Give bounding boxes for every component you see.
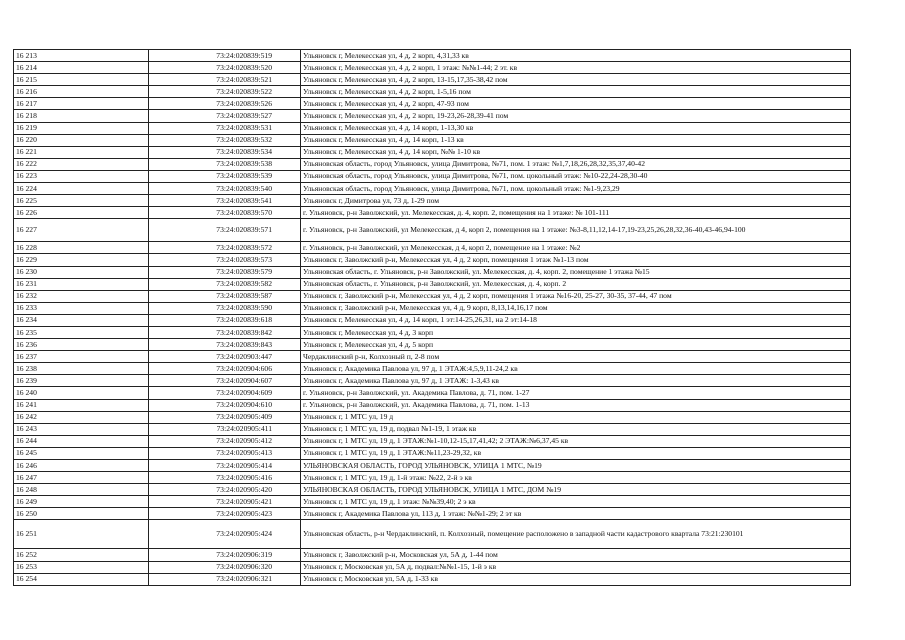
cadastral-number: 73:24:020839:538: [149, 158, 301, 170]
row-number: 16 217: [14, 98, 149, 110]
row-number: 16 220: [14, 134, 149, 146]
cadastral-number: 73:24:020839:571: [149, 219, 301, 242]
cadastral-number: 73:24:020906:320: [149, 561, 301, 573]
address: Ульяновск г, Московская ул, 5А д, 1-33 кв: [301, 573, 851, 585]
table-row: [14, 74, 851, 86]
address: Ульяновск г, Мелекесская ул, 4 д, 2 корп, 47-93 пом: [301, 98, 851, 110]
row-number: 16 226: [14, 207, 149, 219]
table-row: [14, 278, 851, 290]
table-row: [14, 290, 851, 302]
registry-rows: [14, 50, 851, 586]
address: Ульяновск г, Мелекесская ул, 4 д, 14 корп, 1 эт:14-25,26,31, на 2 эт:14-18: [301, 314, 851, 326]
address: Ульяновская область, город Ульяновск, улица Димитрова, №71, пом. цокольный этаж: №1-9,23,29: [301, 183, 851, 195]
address: Ульяновская область, г. Ульяновск, р-н Заволжский, ул. Мелекесская, д. 4, корп. 2, помещение 1 этажа №15: [301, 266, 851, 278]
address: г. Ульяновск, р-н Заволжский, ул. Мелекесская, д. 4, корп. 2, помещения на 1 этаже: № 101-111: [301, 207, 851, 219]
row-number: 16 240: [14, 387, 149, 399]
table-row: [14, 520, 851, 549]
cadastral-number: 73:24:020839:541: [149, 195, 301, 207]
table-row: [14, 423, 851, 435]
row-number: 16 215: [14, 74, 149, 86]
address: Ульяновск г, 1 МТС ул, 19 д, 1 ЭТАЖ:№11,23-29,32, кв: [301, 447, 851, 459]
table-row: [14, 195, 851, 207]
address: Ульяновск г, Заволжский р-н, Московская ул, 5А д, 1-44 пом: [301, 549, 851, 561]
row-number: 16 253: [14, 561, 149, 573]
row-number: 16 230: [14, 266, 149, 278]
cadastral-number: 73:24:020905:424: [149, 520, 301, 549]
table-row: [14, 326, 851, 338]
address: Ульяновск г, 1 МТС ул, 19 д: [301, 411, 851, 423]
row-number: 16 237: [14, 351, 149, 363]
row-number: 16 233: [14, 302, 149, 314]
table-row: [14, 472, 851, 484]
row-number: 16 247: [14, 472, 149, 484]
cadastral-number: 73:24:020839:843: [149, 339, 301, 351]
address: Ульяновск г, Димитрова ул, 73 д, 1-29 пом: [301, 195, 851, 207]
table-row: [14, 134, 851, 146]
row-number: 16 227: [14, 219, 149, 242]
cadastral-number: 73:24:020905:412: [149, 435, 301, 447]
address: Ульяновская область, г. Ульяновск, р-н Заволжский, ул. Мелекесская, д. 4, корп. 2: [301, 278, 851, 290]
table-row: [14, 399, 851, 411]
row-number: 16 239: [14, 375, 149, 387]
cadastral-number: 73:24:020906:321: [149, 573, 301, 585]
cadastral-number: 73:24:020839:570: [149, 207, 301, 219]
row-number: 16 218: [14, 110, 149, 122]
table-row: [14, 387, 851, 399]
cadastral-number: 73:24:020906:319: [149, 549, 301, 561]
address: Ульяновск г, Мелекесская ул, 4 д, 2 корп, 19-23,26-28,39-41 пом: [301, 110, 851, 122]
address: Ульяновск г, Мелекесская ул, 4 д, 14 корп, 1-13,30 кв: [301, 122, 851, 134]
row-number: 16 224: [14, 183, 149, 195]
address: Чердаклинский р-н, Колхозный п, 2-8 пом: [301, 351, 851, 363]
registry-table: [13, 49, 851, 586]
address: Ульяновская область, город Ульяновск, улица Димитрова, №71, пом. цокольный этаж: №10-22,24-28,30-40: [301, 170, 851, 182]
cadastral-number: 73:24:020905:421: [149, 496, 301, 508]
row-number: 16 228: [14, 242, 149, 254]
table-row: [14, 98, 851, 110]
address: Ульяновск г, Мелекесская ул, 4 д, 2 корп, 13-15,17,35-38,42 пом: [301, 74, 851, 86]
address: Ульяновск г, Московская ул, 5А д, подвал:№№1-15, 1-й э кв: [301, 561, 851, 573]
address: Ульяновская область, р-н Чердаклинский, п. Колхозный, помещение расположено в западной части кадастрового квартала 73:21:230101: [301, 520, 851, 549]
cadastral-number: 73:24:020839:522: [149, 86, 301, 98]
row-number: 16 222: [14, 158, 149, 170]
address: Ульяновск г, Заволжский р-н, Мелекесская ул, 4 д, 9 корп, 8,13,14,16,17 пом: [301, 302, 851, 314]
cadastral-number: 73:24:020903:447: [149, 351, 301, 363]
address: Ульяновск г, Мелекесская ул, 4 д, 14 корп, 1-13 кв: [301, 134, 851, 146]
table-row: [14, 242, 851, 254]
cadastral-number: 73:24:020839:526: [149, 98, 301, 110]
cadastral-number: 73:24:020839:531: [149, 122, 301, 134]
cadastral-number: 73:24:020839:539: [149, 170, 301, 182]
table-row: [14, 266, 851, 278]
cadastral-number: 73:24:020839:587: [149, 290, 301, 302]
table-row: [14, 549, 851, 561]
row-number: 16 219: [14, 122, 149, 134]
row-number: 16 225: [14, 195, 149, 207]
table-row: [14, 447, 851, 459]
row-number: 16 251: [14, 520, 149, 549]
address: г. Ульяновск, р-н Заволжский, ул. Академика Павлова, д. 71, пом. 1-13: [301, 399, 851, 411]
table-row: [14, 411, 851, 423]
table-row: [14, 302, 851, 314]
row-number: 16 243: [14, 423, 149, 435]
cadastral-number: 73:24:020839:540: [149, 183, 301, 195]
address: г. Ульяновск, р-н Заволжский, ул. Академика Павлова, д. 71, пом. 1-27: [301, 387, 851, 399]
address: Ульяновск г, Мелекесская ул, 4 д, 5 корп: [301, 339, 851, 351]
table-row: [14, 375, 851, 387]
table-row: [14, 561, 851, 573]
table-row: [14, 484, 851, 496]
row-number: 16 216: [14, 86, 149, 98]
table-row: [14, 158, 851, 170]
row-number: 16 236: [14, 339, 149, 351]
address: Ульяновск г, Академика Павлова ул, 97 д, 1 ЭТАЖ:4,5,9,11-24,2 кв: [301, 363, 851, 375]
table-row: [14, 363, 851, 375]
address: УЛЬЯНОВСКАЯ ОБЛАСТЬ, ГОРОД УЛЬЯНОВСК, УЛИЦА 1 МТС, ДОМ №19: [301, 484, 851, 496]
table-row: [14, 183, 851, 195]
table-row: [14, 314, 851, 326]
cadastral-number: 73:24:020905:423: [149, 508, 301, 520]
cadastral-number: 73:24:020904:606: [149, 363, 301, 375]
row-number: 16 221: [14, 146, 149, 158]
row-number: 16 241: [14, 399, 149, 411]
cadastral-number: 73:24:020905:409: [149, 411, 301, 423]
address: Ульяновск г, 1 МТС ул, 19 д, подвал №1-19, 1 этаж кв: [301, 423, 851, 435]
address: Ульяновск г, Академика Павлова ул, 97 д, 1 ЭТАЖ: 1-3,43 кв: [301, 375, 851, 387]
row-number: 16 213: [14, 50, 149, 62]
row-number: 16 254: [14, 573, 149, 585]
row-number: 16 223: [14, 170, 149, 182]
table-row: [14, 207, 851, 219]
cadastral-number: 73:24:020839:842: [149, 326, 301, 338]
address: Ульяновск г, 1 МТС ул, 19 д, 1-й этаж: №22, 2-й э кв: [301, 472, 851, 484]
cadastral-number: 73:24:020905:416: [149, 472, 301, 484]
table-row: [14, 351, 851, 363]
row-number: 16 248: [14, 484, 149, 496]
cadastral-number: 73:24:020839:534: [149, 146, 301, 158]
address: г. Ульяновск, р-н Заволжский, ул Мелекесская, д 4, корп 2, помещения на 1 этаже: №3-8,11,12,14-17,19-23,25,26,28,32,36-40,43-46,94-100: [301, 219, 851, 242]
cadastral-number: 73:24:020839:519: [149, 50, 301, 62]
address: Ульяновск г, Академика Павлова ул, 113 д, 1 этаж: №№1-29; 2 эт кв: [301, 508, 851, 520]
cadastral-number: 73:24:020839:582: [149, 278, 301, 290]
row-number: 16 249: [14, 496, 149, 508]
table-row: [14, 460, 851, 472]
row-number: 16 238: [14, 363, 149, 375]
row-number: 16 214: [14, 62, 149, 74]
row-number: 16 229: [14, 254, 149, 266]
cadastral-number: 73:24:020904:607: [149, 375, 301, 387]
cadastral-number: 73:24:020905:413: [149, 447, 301, 459]
row-number: 16 235: [14, 326, 149, 338]
address: Ульяновск г, 1 МТС ул, 19 д, 1 этаж: №№39,40; 2 э кв: [301, 496, 851, 508]
row-number: 16 246: [14, 460, 149, 472]
address: Ульяновск г, Мелекесская ул, 4 д, 3 корп: [301, 326, 851, 338]
row-number: 16 250: [14, 508, 149, 520]
table-row: [14, 254, 851, 266]
cadastral-number: 73:24:020839:520: [149, 62, 301, 74]
table-row: [14, 573, 851, 585]
cadastral-number: 73:24:020904:609: [149, 387, 301, 399]
table-row: [14, 339, 851, 351]
table-row: [14, 62, 851, 74]
row-number: 16 231: [14, 278, 149, 290]
table-row: [14, 146, 851, 158]
cadastral-number: 73:24:020839:532: [149, 134, 301, 146]
table-row: [14, 170, 851, 182]
cadastral-number: 73:24:020905:420: [149, 484, 301, 496]
cadastral-number: 73:24:020839:579: [149, 266, 301, 278]
address: Ульяновск г, Мелекесская ул, 4 д, 14 корп, №№ 1-10 кв: [301, 146, 851, 158]
address: Ульяновск г, Заволжский р-н, Мелекесская ул, 4 д, 2 корп, помещения 1 этаж №1-13 пом: [301, 254, 851, 266]
address: г. Ульяновск, р-н Заволжский, ул Мелекесская, д 4, корп 2, помещение на 1 этаже: №2: [301, 242, 851, 254]
address: Ульяновск г, Мелекесская ул, 4 д, 2 корп, 1 этаж: №№1-44; 2 эт. кв: [301, 62, 851, 74]
table-row: [14, 508, 851, 520]
row-number: 16 234: [14, 314, 149, 326]
table-row: [14, 86, 851, 98]
row-number: 16 232: [14, 290, 149, 302]
table-row: [14, 110, 851, 122]
cadastral-number: 73:24:020839:618: [149, 314, 301, 326]
cadastral-number: 73:24:020839:590: [149, 302, 301, 314]
row-number: 16 252: [14, 549, 149, 561]
cadastral-number: 73:24:020905:414: [149, 460, 301, 472]
cadastral-number: 73:24:020839:521: [149, 74, 301, 86]
table-row: [14, 50, 851, 62]
cadastral-number: 73:24:020839:527: [149, 110, 301, 122]
address: Ульяновск г, Мелекесская ул, 4 д, 2 корп, 1-5,16 пом: [301, 86, 851, 98]
row-number: 16 244: [14, 435, 149, 447]
address: Ульяновск г, Мелекесская ул, 4 д, 2 корп, 4,31,33 кв: [301, 50, 851, 62]
table-row: [14, 219, 851, 242]
cadastral-number: 73:24:020905:411: [149, 423, 301, 435]
cadastral-number: 73:24:020904:610: [149, 399, 301, 411]
cadastral-number: 73:24:020839:573: [149, 254, 301, 266]
table-row: [14, 496, 851, 508]
cadastral-number: 73:24:020839:572: [149, 242, 301, 254]
table-row: [14, 435, 851, 447]
address: УЛЬЯНОВСКАЯ ОБЛАСТЬ, ГОРОД УЛЬЯНОВСК, УЛИЦА 1 МТС, №19: [301, 460, 851, 472]
address: Ульяновск г, Заволжский р-н, Мелекесская ул, 4 д, 2 корп, помещения 1 этажа №16-20, 25-27, 30-35, 37-44, 47 пом: [301, 290, 851, 302]
address: Ульяновск г, 1 МТС ул, 19 д, 1 ЭТАЖ:№1-10,12-15,17,41,42; 2 ЭТАЖ:№6,37,45 кв: [301, 435, 851, 447]
address: Ульяновская область, город Ульяновск, улица Димитрова, №71, пом. 1 этаж: №1,7,18,26,28,32,35,37,40-42: [301, 158, 851, 170]
row-number: 16 242: [14, 411, 149, 423]
row-number: 16 245: [14, 447, 149, 459]
table-row: [14, 122, 851, 134]
